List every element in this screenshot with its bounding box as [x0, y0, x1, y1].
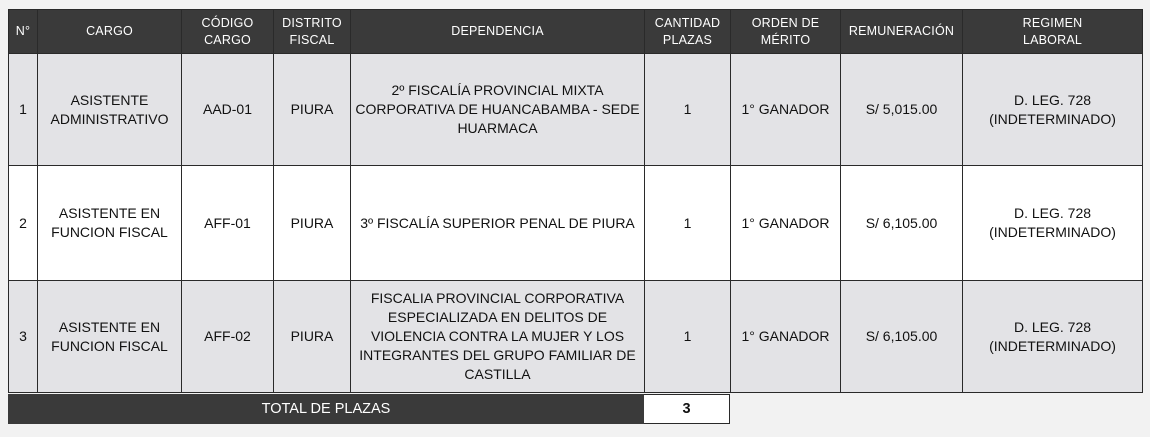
table-row: [9, 166, 1143, 281]
table-row: [9, 281, 1143, 393]
table-row: [9, 54, 1143, 166]
cell-codigo: AFF-01: [182, 166, 274, 281]
cell-regimen: D. LEG. 728 (INDETERMINADO): [963, 281, 1143, 393]
cell-distrito: PIURA: [274, 281, 351, 393]
cell-num: 2: [9, 166, 38, 281]
cell-cantidad: 1: [645, 166, 731, 281]
cell-regimen: D. LEG. 728 (INDETERMINADO): [963, 54, 1143, 166]
cell-orden: 1° GANADOR: [731, 166, 841, 281]
cell-cargo: ASISTENTE EN FUNCION FISCAL: [38, 281, 182, 393]
total-label: TOTAL DE PLAZAS: [8, 394, 644, 424]
cell-codigo: AFF-02: [182, 281, 274, 393]
cell-cargo: ASISTENTE EN FUNCION FISCAL: [38, 166, 182, 281]
cell-remuneracion: S/ 6,105.00: [841, 166, 963, 281]
cell-num: 3: [9, 281, 38, 393]
total-value: 3: [644, 394, 730, 424]
header-codigo: CÓDIGO CARGO: [182, 10, 274, 54]
cell-num: 1: [9, 54, 38, 166]
cell-remuneracion: S/ 6,105.00: [841, 281, 963, 393]
header-cargo: CARGO: [38, 10, 182, 54]
header-cantidad: CANTIDAD PLAZAS: [645, 10, 731, 54]
cell-regimen: D. LEG. 728 (INDETERMINADO): [963, 166, 1143, 281]
cell-orden: 1° GANADOR: [731, 54, 841, 166]
header-dependencia: DEPENDENCIA: [351, 10, 645, 54]
cell-codigo: AAD-01: [182, 54, 274, 166]
cell-distrito: PIURA: [274, 166, 351, 281]
header-remuneracion: REMUNERACIÓN: [841, 10, 963, 54]
cell-distrito: PIURA: [274, 54, 351, 166]
cell-dependencia: FISCALIA PROVINCIAL CORPORATIVA ESPECIALIZADA EN DELITOS DE VIOLENCIA CONTRA LA MUJER Y LOS INTEGRANTES DEL GRUPO FAMILIAR DE CASTILLA: [351, 281, 645, 393]
cell-cantidad: 1: [645, 281, 731, 393]
header-regimen: REGIMEN LABORAL: [963, 10, 1143, 54]
header-orden: ORDEN DE MÉRITO: [731, 10, 841, 54]
table-header-row: [9, 10, 1143, 54]
cell-orden: 1° GANADOR: [731, 281, 841, 393]
plazas-table: [8, 9, 1143, 393]
total-row: [8, 394, 730, 424]
header-distrito: DISTRITO FISCAL: [274, 10, 351, 54]
header-num: N°: [9, 10, 38, 54]
cell-cantidad: 1: [645, 54, 731, 166]
cell-dependencia: 2º FISCALÍA PROVINCIAL MIXTA CORPORATIVA DE HUANCABAMBA - SEDE HUARMACA: [351, 54, 645, 166]
plazas-table-sheet: [8, 9, 1143, 417]
cell-remuneracion: S/ 5,015.00: [841, 54, 963, 166]
cell-cargo: ASISTENTE ADMINISTRATIVO: [38, 54, 182, 166]
cell-dependencia: 3º FISCALÍA SUPERIOR PENAL DE PIURA: [351, 166, 645, 281]
